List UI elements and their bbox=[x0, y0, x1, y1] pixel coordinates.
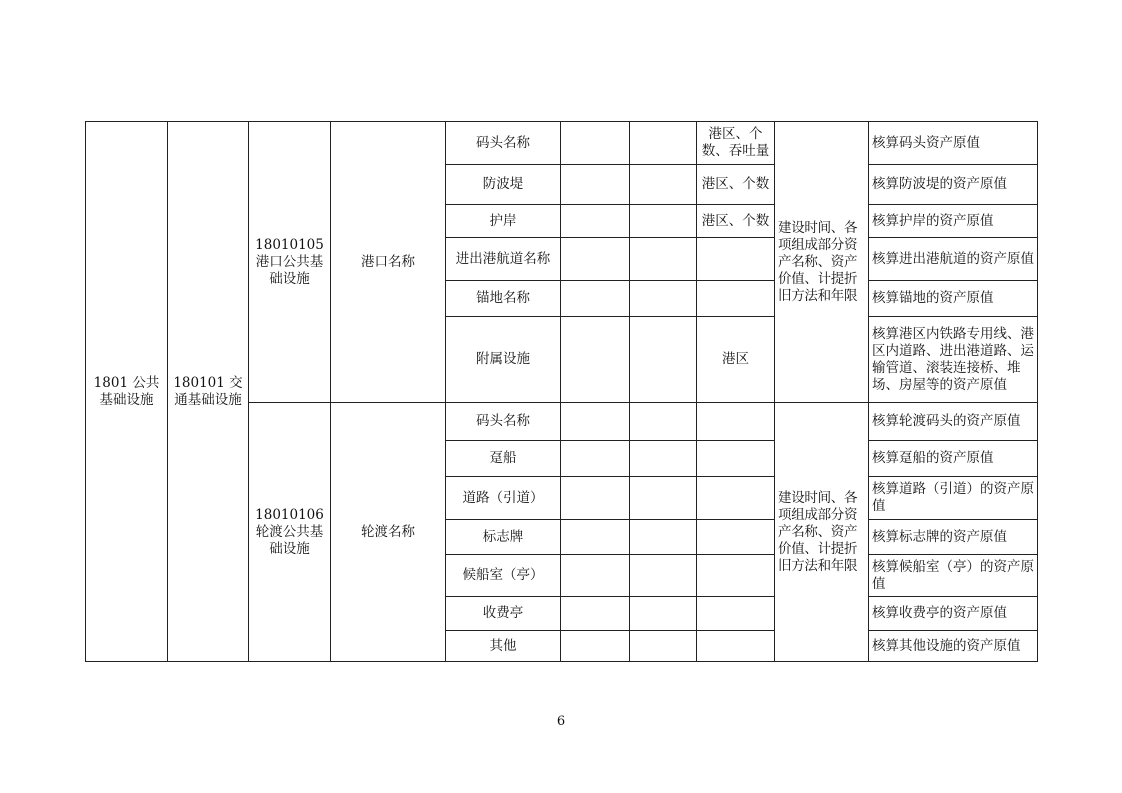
note-cell: 核算护岸的资产原值 bbox=[869, 205, 1038, 238]
merged-desc-cell: 建设时间、各项组成部分资产名称、资产价值、计提折旧方法和年限 bbox=[775, 122, 869, 403]
empty-cell bbox=[561, 597, 630, 631]
note-cell: 核算港区内铁路专用线、港区内道路、进出港道路、运输管道、滚装连接桥、堆场、房屋等的资产原值 bbox=[869, 317, 1038, 403]
empty-cell bbox=[630, 403, 697, 441]
merged-desc-cell: 建设时间、各项组成部分资产名称、资产价值、计提折旧方法和年限 bbox=[775, 403, 869, 662]
empty-cell bbox=[630, 281, 697, 317]
unit-cell bbox=[697, 597, 775, 631]
item-cell: 附属设施 bbox=[446, 317, 561, 403]
name-field-cell: 港口名称 bbox=[331, 122, 446, 403]
item-cell: 收费亭 bbox=[446, 597, 561, 631]
item-cell: 码头名称 bbox=[446, 403, 561, 441]
empty-cell bbox=[561, 477, 630, 520]
unit-cell bbox=[697, 238, 775, 281]
empty-cell bbox=[561, 441, 630, 477]
note-cell: 核算进出港航道的资产原值 bbox=[869, 238, 1038, 281]
empty-cell bbox=[630, 520, 697, 555]
empty-cell bbox=[561, 520, 630, 555]
note-cell: 核算其他设施的资产原值 bbox=[869, 631, 1038, 662]
unit-cell bbox=[697, 477, 775, 520]
empty-cell bbox=[561, 403, 630, 441]
code-cell: 18010105 港口公共基础设施 bbox=[249, 122, 331, 403]
unit-cell: 港区、个数 bbox=[697, 165, 775, 205]
item-cell: 其他 bbox=[446, 631, 561, 662]
empty-cell bbox=[630, 597, 697, 631]
note-cell: 核算收费亭的资产原值 bbox=[869, 597, 1038, 631]
empty-cell bbox=[630, 165, 697, 205]
unit-cell bbox=[697, 555, 775, 597]
empty-cell bbox=[561, 205, 630, 238]
note-cell: 核算候船室（亭）的资产原值 bbox=[869, 555, 1038, 597]
asset-table bbox=[85, 121, 1038, 662]
note-cell: 核算趸船的资产原值 bbox=[869, 441, 1038, 477]
unit-cell bbox=[697, 631, 775, 662]
empty-cell bbox=[561, 238, 630, 281]
name-field-cell: 轮渡名称 bbox=[331, 403, 446, 662]
empty-cell bbox=[630, 317, 697, 403]
note-cell: 核算锚地的资产原值 bbox=[869, 281, 1038, 317]
empty-cell bbox=[561, 317, 630, 403]
category-cell: 1801 公共基础设施 bbox=[86, 122, 168, 662]
empty-cell bbox=[561, 122, 630, 165]
item-cell: 护岸 bbox=[446, 205, 561, 238]
empty-cell bbox=[630, 238, 697, 281]
item-cell: 候船室（亭） bbox=[446, 555, 561, 597]
empty-cell bbox=[630, 477, 697, 520]
note-cell: 核算轮渡码头的资产原值 bbox=[869, 403, 1038, 441]
unit-cell bbox=[697, 441, 775, 477]
note-cell: 核算道路（引道）的资产原值 bbox=[869, 477, 1038, 520]
empty-cell bbox=[630, 122, 697, 165]
table-row bbox=[86, 122, 1038, 165]
note-cell: 核算标志牌的资产原值 bbox=[869, 520, 1038, 555]
empty-cell bbox=[561, 555, 630, 597]
empty-cell bbox=[630, 441, 697, 477]
unit-cell: 港区 bbox=[697, 317, 775, 403]
item-cell: 码头名称 bbox=[446, 122, 561, 165]
note-cell: 核算码头资产原值 bbox=[869, 122, 1038, 165]
item-cell: 锚地名称 bbox=[446, 281, 561, 317]
item-cell: 防波堤 bbox=[446, 165, 561, 205]
item-cell: 进出港航道名称 bbox=[446, 238, 561, 281]
note-cell: 核算防波堤的资产原值 bbox=[869, 165, 1038, 205]
unit-cell bbox=[697, 281, 775, 317]
unit-cell: 港区、个数 bbox=[697, 205, 775, 238]
subcategory-cell: 180101 交通基础设施 bbox=[168, 122, 249, 662]
empty-cell bbox=[561, 281, 630, 317]
code-cell: 18010106 轮渡公共基础设施 bbox=[249, 403, 331, 662]
empty-cell bbox=[630, 555, 697, 597]
unit-cell bbox=[697, 520, 775, 555]
empty-cell bbox=[561, 631, 630, 662]
unit-cell: 港区、个数、吞吐量 bbox=[697, 122, 775, 165]
empty-cell bbox=[630, 205, 697, 238]
empty-cell bbox=[630, 631, 697, 662]
unit-cell bbox=[697, 403, 775, 441]
item-cell: 标志牌 bbox=[446, 520, 561, 555]
item-cell: 道路（引道） bbox=[446, 477, 561, 520]
empty-cell bbox=[561, 165, 630, 205]
page-number: 6 bbox=[556, 714, 566, 729]
item-cell: 趸船 bbox=[446, 441, 561, 477]
